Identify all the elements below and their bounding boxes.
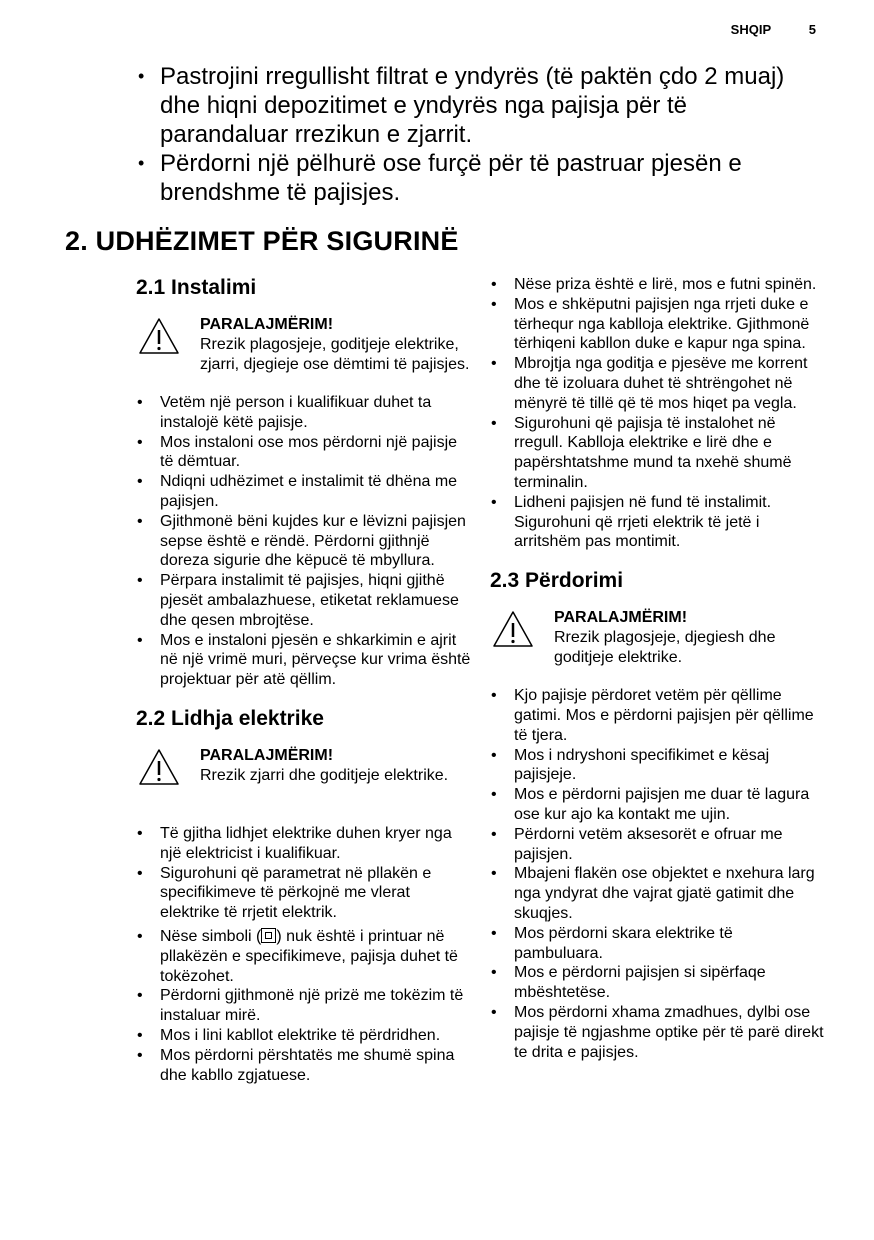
list-item: • Mos e përdorni pajisjen me duar të lagura ose kur ajo ka kontakt me ujin. [490, 785, 826, 825]
list-item: • Mos i ndryshoni specifikimet e kësaj pajisjeje. [490, 746, 826, 786]
page-number: 5 [808, 22, 816, 37]
list-item: • Mbajeni flakën ose objektet e nxehura larg nga yndyrat dhe vajrat gjatë gatimit dhe skuqjes. [490, 864, 826, 923]
warning-text: Rrezik plagosjeje, goditjeje elektrike, zjarri, djegieje ose dëmtimi të pajisjes. [200, 335, 470, 373]
list-item: • Përpara instalimit të pajisjes, hiqni gjithë pjesët ambalazhuese, etiketat reklamuese dhe qesen mbrojtëse. [136, 571, 471, 630]
warning-box-usage [490, 608, 826, 668]
list-item: • Mos përdorni skara elektrike të pambuluara. [490, 924, 826, 964]
electrical-bullet-list-continued [490, 275, 826, 552]
warning-text: Rrezik zjarri dhe goditjeje elektrike. [200, 766, 449, 784]
list-item-earth-symbol: • Nëse simboli ( ) nuk është i printuar në pllakëzën e specifikimeve, pajisja duhet të tokëzohet. [136, 927, 471, 986]
list-item: • Nëse priza është e lirë, mos e futni spinën. [490, 275, 826, 295]
intro-bullet-list [136, 62, 816, 207]
list-item: • Mos përdorni xhama zmadhues, dylbi ose pajisje të ngjashme optike për të parë direkt te drita e pajisjes. [490, 1003, 826, 1062]
list-item: • Mos e përdorni pajisjen si sipërfaqe mbështetëse. [490, 963, 826, 1003]
list-item: • Gjithmonë bëni kujdes kur e lëvizni pajisjen sepse është e rëndë. Përdorni gjithnjë doreza sigurie dhe këpucë të mbyllura. [136, 512, 471, 571]
warning-triangle-icon [138, 748, 180, 786]
list-item: • Pastrojini rregullisht filtrat e yndyrës (të paktën çdo 2 muaj) dhe hiqni depozitimet e yndyrës nga pajisja për të parandaluar rrezikun e zjarrit. [136, 62, 816, 149]
list-item: • Ndiqni udhëzimet e instalimit të dhëna me pajisjen. [136, 472, 471, 512]
list-item: • Përdorni një pëlhurë ose furçë për të pastruar pjesën e brendshme të pajisjes. [136, 149, 816, 207]
warning-triangle-icon [138, 317, 180, 355]
list-item: • Mos i lini kabllot elektrike të përdridhen. [136, 1026, 471, 1046]
heading-installation: 2.1 Instalimi [136, 276, 257, 299]
warning-text: Rrezik plagosjeje, djegiesh dhe goditjeje elektrike. [554, 628, 776, 666]
warning-title: PARALAJMËRIM! [554, 609, 688, 627]
installation-bullet-list [136, 393, 471, 690]
earth-ground-symbol-icon [261, 928, 276, 943]
page-header [731, 22, 816, 37]
heading-electrical-connection: 2.2 Lidhja elektrike [136, 706, 324, 730]
list-item: • Mos e instaloni pjesën e shkarkimin e ajrit në një vrimë muri, përveçse kur vrima është projektuar për atë qëllim. [136, 631, 471, 690]
electrical-bullet-list [136, 824, 471, 1085]
list-item: • Vetëm një person i kualifikuar duhet ta instalojë këtë pajisje. [136, 393, 471, 433]
right-column [490, 275, 826, 1062]
warning-title: PARALAJMËRIM! [200, 746, 334, 764]
list-item: • Përdorni vetëm aksesorët e ofruar me pajisjen. [490, 825, 826, 865]
left-column [136, 275, 471, 1085]
list-item: • Kjo pajisje përdoret vetëm për qëllime gatimi. Mos e përdorni pajisjen për qëllime të tjera. [490, 686, 826, 745]
list-item: • Sigurohuni që parametrat në pllakën e specifikimeve të përkojnë me vlerat elektrike të rrjetit elektrik. [136, 864, 471, 923]
list-item: • Mos e shkëputni pajisjen nga rrjeti duke e tërhequr nga kablloja elektrike. Gjithmonë tërhiqeni kabllon duke e kapur nga spina. [490, 295, 826, 354]
warning-title: PARALAJMËRIM! [200, 316, 334, 333]
warning-box-electrical [136, 746, 471, 806]
list-item: • Mbrojtja nga goditja e pjesëve me korrent dhe të izoluara duhet të shtrëngohet në mënyrë të tillë që të mos hiqet pa vegla. [490, 354, 826, 413]
list-item: • Mos instaloni ose mos përdorni një pajisje të dëmtuar. [136, 433, 471, 473]
list-item: • Të gjitha lidhjet elektrike duhen kryer nga një elektricist i kualifikuar. [136, 824, 471, 864]
header-language: SHQIP [730, 22, 772, 37]
warning-box-installation [136, 315, 471, 375]
section-title: 2. UDHËZIMET PËR SIGURINË [65, 226, 459, 256]
list-item: • Lidheni pajisjen në fund të instalimit. Sigurohuni që rrjeti elektrik të jetë i arritshëm pas montimit. [490, 493, 826, 552]
heading-usage: 2.3 Përdorimi [490, 569, 624, 593]
warning-triangle-icon [492, 610, 534, 648]
list-item: • Përdorni gjithmonë një prizë me tokëzim të instaluar mirë. [136, 986, 471, 1026]
list-item: • Sigurohuni që pajisja të instalohet në rregull. Kablloja elektrike e lirë dhe e papërshtatshme mund ta nxehë shumë terminalin. [490, 414, 826, 493]
usage-bullet-list [490, 686, 826, 1062]
list-item: • Mos përdorni përshtatës me shumë spina dhe kabllo zgjatuese. [136, 1046, 471, 1086]
